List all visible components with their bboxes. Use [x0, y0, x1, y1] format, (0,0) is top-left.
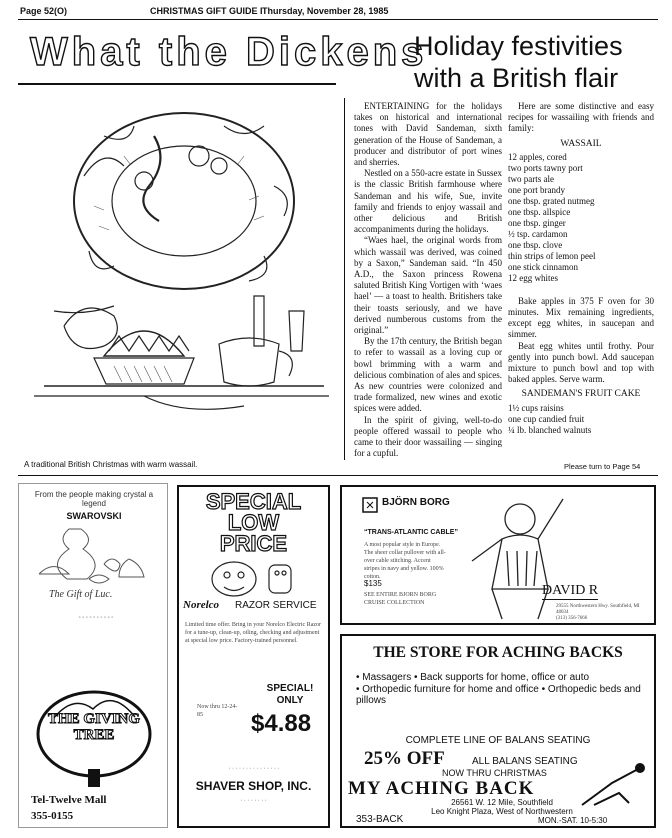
cruise-collection: SEE ENTIRE BJORN BORG CRUISE COLLECTION [364, 592, 437, 606]
aching-headline: THE STORE FOR ACHING BACKS [373, 644, 623, 661]
swarovski-tagline: The Gift of Luc. [49, 589, 113, 600]
shaver-price: $4.88 [251, 710, 312, 737]
article-paragraph: By the 17th century, the British began to refer to wassail as a loving cup or bowl brimming with a warm and delicious combination of ales and spices. As new countries were colonized and trade formalized, new wines and exotic spices were added. [354, 336, 502, 414]
cake-ingredients [508, 403, 654, 436]
wassail-title: WASSAIL [560, 138, 602, 149]
article-paragraph: ENTERTAINING for the holidays takes on historical and international tones with David Sandeman, sixth generation of the House of Sandeman, a producer and distributor of port wines and sherries. [354, 101, 502, 168]
headline-word: PRICE [219, 531, 288, 556]
product-desc: A most popular style in Europe. The sheer collar pullover with all-over cable stitching. Accent stripes in navy and yellow. 100% cotton. [364, 542, 446, 580]
bullet-text: Orthopedic furniture for home and office • Orthopedic beds and pillows [356, 683, 641, 706]
bjorn-borg-brand: BJÖRN BORG [382, 497, 450, 508]
folio-rule [18, 19, 658, 20]
swarovski-intro: From the people making crystal a legend [34, 490, 154, 508]
sweater-figure-illustration [462, 491, 572, 621]
ad-shaver-shop [177, 485, 330, 828]
store-phone: 355-0155 [31, 810, 74, 822]
discount-tail: ALL BALANS SEATING [472, 756, 578, 767]
special-low-price [179, 491, 328, 554]
aching-hours: MON.-SAT. 10-5:30 [538, 816, 608, 825]
swarovski-fineprint: ◦ ◦ ◦ ◦ ◦ ◦ ◦ ◦ ◦ ◦ [78, 615, 114, 621]
ingredient: one tbsp. ginger [508, 217, 566, 228]
store-name: MY ACHING BACK [348, 778, 535, 799]
store-address: 29555 Northwestern Hwy. Southfield, MI 48034 [556, 604, 640, 615]
discount: 25% OFF [364, 748, 445, 769]
ad-my-aching-back [340, 634, 656, 828]
norelco-brand: Norelco [183, 599, 220, 611]
product-price: $135 [364, 579, 382, 588]
ingredient: one cup candied fruit [508, 413, 585, 424]
aching-phone: 353-BACK [356, 814, 404, 825]
aching-bullets [356, 672, 646, 707]
ingredient: one tbsp. allspice [508, 206, 571, 217]
wassail-step: Beat egg whites until frothy. Pour gently into punch bowl. Add saucepan mixture to punch bowl and top with baked apples. Serve warm. [508, 340, 654, 385]
ingredient: ½ tsp. cardamon [508, 228, 568, 239]
headline-line-1: Holiday festivities [414, 31, 623, 61]
shaver-shop-name: SHAVER SHOP, INC. [195, 779, 312, 793]
wassail-illustration [24, 96, 336, 456]
bjorn-borg-logo-icon [362, 497, 378, 513]
offer-dates: Now thru 12-24-85 [197, 704, 238, 718]
ingredient: one port brandy [508, 184, 565, 195]
balans-seating: COMPLETE LINE OF BALANS SEATING [405, 735, 591, 746]
shaver-offer: Limited time offer. Bring in your Norelco Electric Razor for a tune-up, clean-up, oiling, checking and adjustment at special low price. Factory-trained personnel. [185, 622, 322, 644]
bullet-line: • Massagers • Back supports for home, office or auto [356, 672, 590, 683]
headline-word: SPECIAL [205, 489, 302, 514]
product-name: “TRANS-ATLANTIC CABLE” [364, 529, 458, 536]
headline-line-2: with a British flair [414, 63, 619, 93]
david-r-logo: DAVID R [542, 583, 599, 598]
aching-address [382, 798, 622, 816]
article-paragraph: In the spirit of giving, well-to-do people offered wassail to people who came to their door wassailing — singing for a cupful. [354, 414, 502, 459]
col-divider [344, 98, 345, 460]
wassail-ingredients [508, 152, 654, 284]
cake-title: SANDEMAN'S FRUIT CAKE [521, 389, 641, 400]
title-rule [18, 83, 336, 85]
section-title: CHRISTMAS GIFT GUIDE I [150, 6, 263, 16]
article-paragraph: Nestled on a 550-acre estate in Sussex is the classic British farmhouse where Sandeman and his wife, Sue, invite family and friends to enjoy wassail and other delicious and British accompaniments during the holidays. [354, 168, 502, 235]
title-art: What the Dickens [30, 30, 428, 74]
ingredient: one tbsp. clove [508, 239, 563, 250]
section-rule [18, 475, 658, 476]
mall-name: Tel-Twelve Mall [31, 794, 107, 806]
shaver-fineprint: · · · · · · · · · · · · · · · [228, 766, 280, 772]
razor-service: RAZOR SERVICE [235, 600, 317, 611]
special-only: SPECIAL! ONLY [266, 683, 314, 706]
ad-bjorn-borg [340, 485, 656, 625]
shaver-address: · · · · · · · · [240, 798, 267, 804]
ad-swarovski [18, 483, 168, 828]
store-phone: (313) 356-7666 [556, 616, 588, 621]
article-paragraph: “Waes hael, the original words from which wassail was derived, was coined by a Saxon,” Sandeman said. “In 450 A.D., the Saxon princess Rowena saluted British King Vortigen with ‘waes hael’ — a toast to health. Britishers take their toasts seriously, and we have derived numberous customs from the original.” [354, 235, 502, 336]
article-column-1 [354, 101, 502, 460]
cartoon-face-icon [199, 557, 309, 597]
address-line: Leo Knight Plaza, West of Northwestern [431, 807, 573, 816]
issue-date: Thursday, November 28, 1985 [262, 6, 389, 16]
bullet-text: Massagers • Back supports for home, office or auto [362, 672, 590, 683]
ingredient: thin strips of lemon peel [508, 250, 596, 261]
crystal-figurines [34, 524, 154, 594]
headline [414, 30, 623, 94]
bullet-line: • Orthopedic furniture for home and office • Orthopedic beds and pillows [356, 683, 641, 706]
page-number: Page 52(O) [20, 6, 68, 16]
ingredient: one tbsp. grated nutmeg [508, 195, 595, 206]
giving-tree-name: THE GIVING TREE [47, 711, 141, 743]
article-column-2 [508, 101, 654, 436]
ingredient: 1½ cups raisins [508, 402, 564, 413]
wassail-step: Bake apples in 375 F oven for 30 minutes. Mix remaining ingredients, except egg whites, in saucepan and simmer. [508, 295, 654, 340]
recipe-intro: Here are some distinctive and easy recipes for wassailing with friends and family: [508, 101, 654, 134]
photo-caption: A traditional British Christmas with warm wassail. [24, 460, 198, 469]
ingredient: two parts ale [508, 173, 554, 184]
jump-line: Please turn to Page 54 [564, 462, 641, 471]
address-line: 26561 W. 12 Mile, Southfield [451, 798, 553, 807]
swarovski-brand: SWAROVSKI [66, 511, 122, 521]
ingredient: 12 egg whites [508, 272, 558, 283]
ingredient: two ports tawny port [508, 162, 583, 173]
ingredient: 12 apples, cored [508, 151, 567, 162]
headline-word: LOW [227, 510, 280, 535]
ingredient: ¼ lb. blanched walnuts [508, 424, 592, 435]
now-thru-christmas: NOW THRU CHRISTMAS [442, 768, 547, 778]
ingredient: one stick cinnamon [508, 261, 578, 272]
wreath-outline [74, 113, 294, 289]
